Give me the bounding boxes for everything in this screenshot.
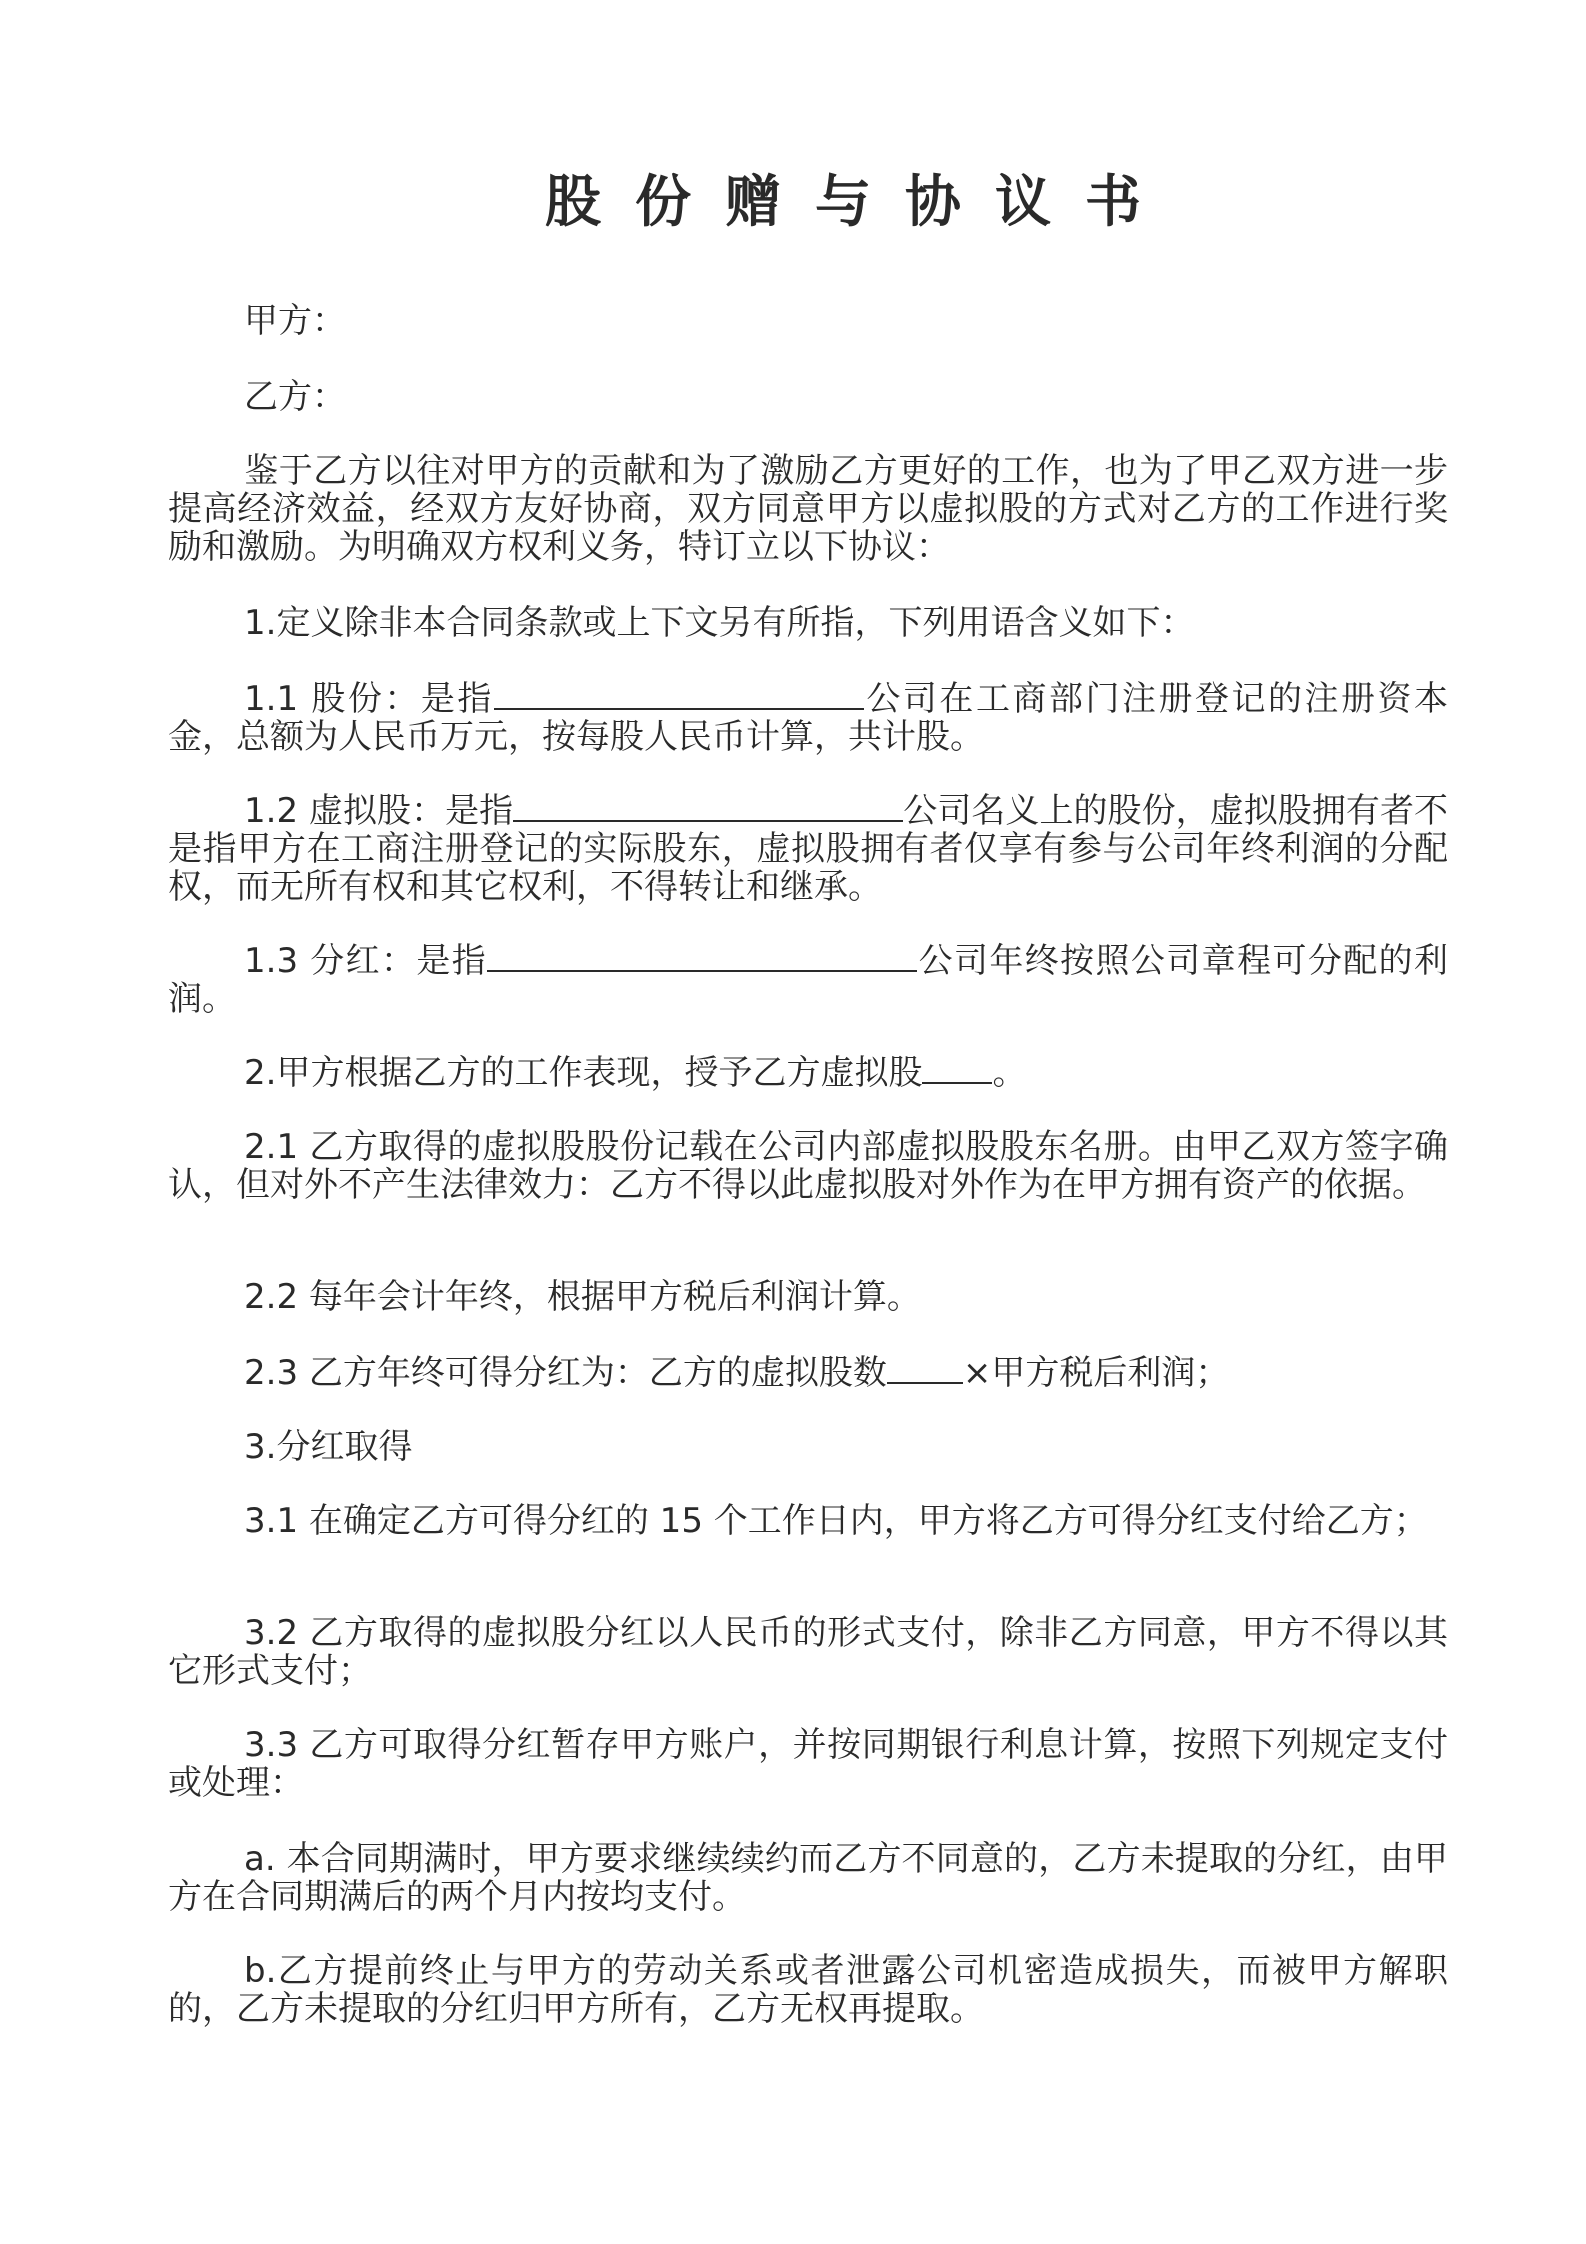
clause-1-1-blank (494, 678, 864, 710)
clause-2-3-rest: ×甲方税后利润； (962, 1353, 1230, 1393)
party-a-line (168, 302, 1448, 340)
section-3-heading (168, 1428, 1448, 1466)
clause-1-3-blank (487, 940, 917, 972)
clause-3-3-text: 3.3 乙方可取得分红暂存甲方账户，并按同期银行利息计算，按照下列规定支付或处理： (168, 1725, 1448, 1803)
section-2-lead: 2.甲方根据乙方的工作表现，授予乙方虚拟股 (244, 1053, 923, 1093)
clause-3-a (168, 1840, 1448, 1916)
clause-2-1-text: 2.1 乙方取得的虚拟股股份记载在公司内部虚拟股股东名册。由甲乙双方签字确认，但对外不产生法律效力：乙方不得以此虚拟股对外作为在甲方拥有资产的依据。 (168, 1127, 1448, 1205)
section-2-heading (168, 1052, 1448, 1092)
clause-1-2-blank (513, 790, 903, 822)
document-title: 股份赠与协议书 (545, 170, 1175, 235)
clause-2-1 (168, 1128, 1448, 1204)
clause-2-3-lead: 2.3 乙方年终可得分红为：乙方的虚拟股数 (244, 1353, 887, 1393)
clause-1-2-lead: 1.2 虚拟股：是指 (244, 791, 514, 831)
clause-1-1-rest: 公司在工商部门注册登记的注册资本金，总额为人民币万元，按每股人民币计算，共计股。 (168, 679, 1449, 757)
clause-1-2-rest: 公司名义上的股份，虚拟股拥有者不是指甲方在工商注册登记的实际股东，虚拟股拥有者仅享有参与公司年终利润的分配权，而无所有权和其它权利，不得转让和继承。 (168, 791, 1448, 907)
section-2-blank (922, 1052, 992, 1084)
clause-1-3-lead: 1.3 分红：是指 (244, 941, 488, 981)
section-2-end: 。 (992, 1053, 1027, 1093)
clause-1-2 (168, 790, 1448, 906)
preamble-text: 鉴于乙方以往对甲方的贡献和为了激励乙方更好的工作，也为了甲乙双方进一步提高经济效益，经双方友好协商，双方同意甲方以虚拟股的方式对乙方的工作进行奖励和激励。为明确双方权利义务，特订立以下协议： (168, 451, 1448, 567)
party-a-label: 甲方： (244, 301, 346, 341)
clause-3-1 (168, 1502, 1448, 1540)
section-1-heading (168, 604, 1448, 642)
clause-3-2 (168, 1614, 1448, 1690)
clause-3-b-text: b.乙方提前终止与甲方的劳动关系或者泄露公司机密造成损失，而被甲方解职的，乙方未提取的分红归甲方所有，乙方无权再提取。 (168, 1951, 1448, 2029)
clause-1-3-rest: 公司年终按照公司章程可分配的利润。 (168, 941, 1448, 1019)
clause-3-b (168, 1952, 1448, 2028)
clause-3-3 (168, 1726, 1448, 1802)
clause-3-a-text: a. 本合同期满时，甲方要求继续续约而乙方不同意的，乙方未提取的分红，由甲方在合同期满后的两个月内按均支付。 (168, 1839, 1448, 1917)
section-3-text: 3.分红取得 (244, 1427, 413, 1467)
preamble-paragraph (168, 452, 1448, 566)
clause-1-1 (168, 678, 1448, 756)
party-b-label: 乙方： (244, 377, 346, 417)
clause-3-2-text: 3.2 乙方取得的虚拟股分红以人民币的形式支付，除非乙方同意，甲方不得以其它形式支付； (168, 1613, 1448, 1691)
clause-2-2-text: 2.2 每年会计年终，根据甲方税后利润计算。 (244, 1277, 921, 1317)
clause-2-2 (168, 1278, 1448, 1316)
clause-1-3 (168, 940, 1448, 1018)
clause-1-1-lead: 1.1 股份：是指 (244, 679, 494, 719)
section-1-text: 1.定义除非本合同条款或上下文另有所指，下列用语含义如下： (244, 603, 1195, 643)
clause-2-3 (168, 1352, 1448, 1392)
clause-3-1-text: 3.1 在确定乙方可得分红的 15 个工作日内，甲方将乙方可得分红支付给乙方； (244, 1501, 1428, 1541)
party-b-line (168, 378, 1448, 416)
clause-2-3-blank (887, 1352, 963, 1384)
